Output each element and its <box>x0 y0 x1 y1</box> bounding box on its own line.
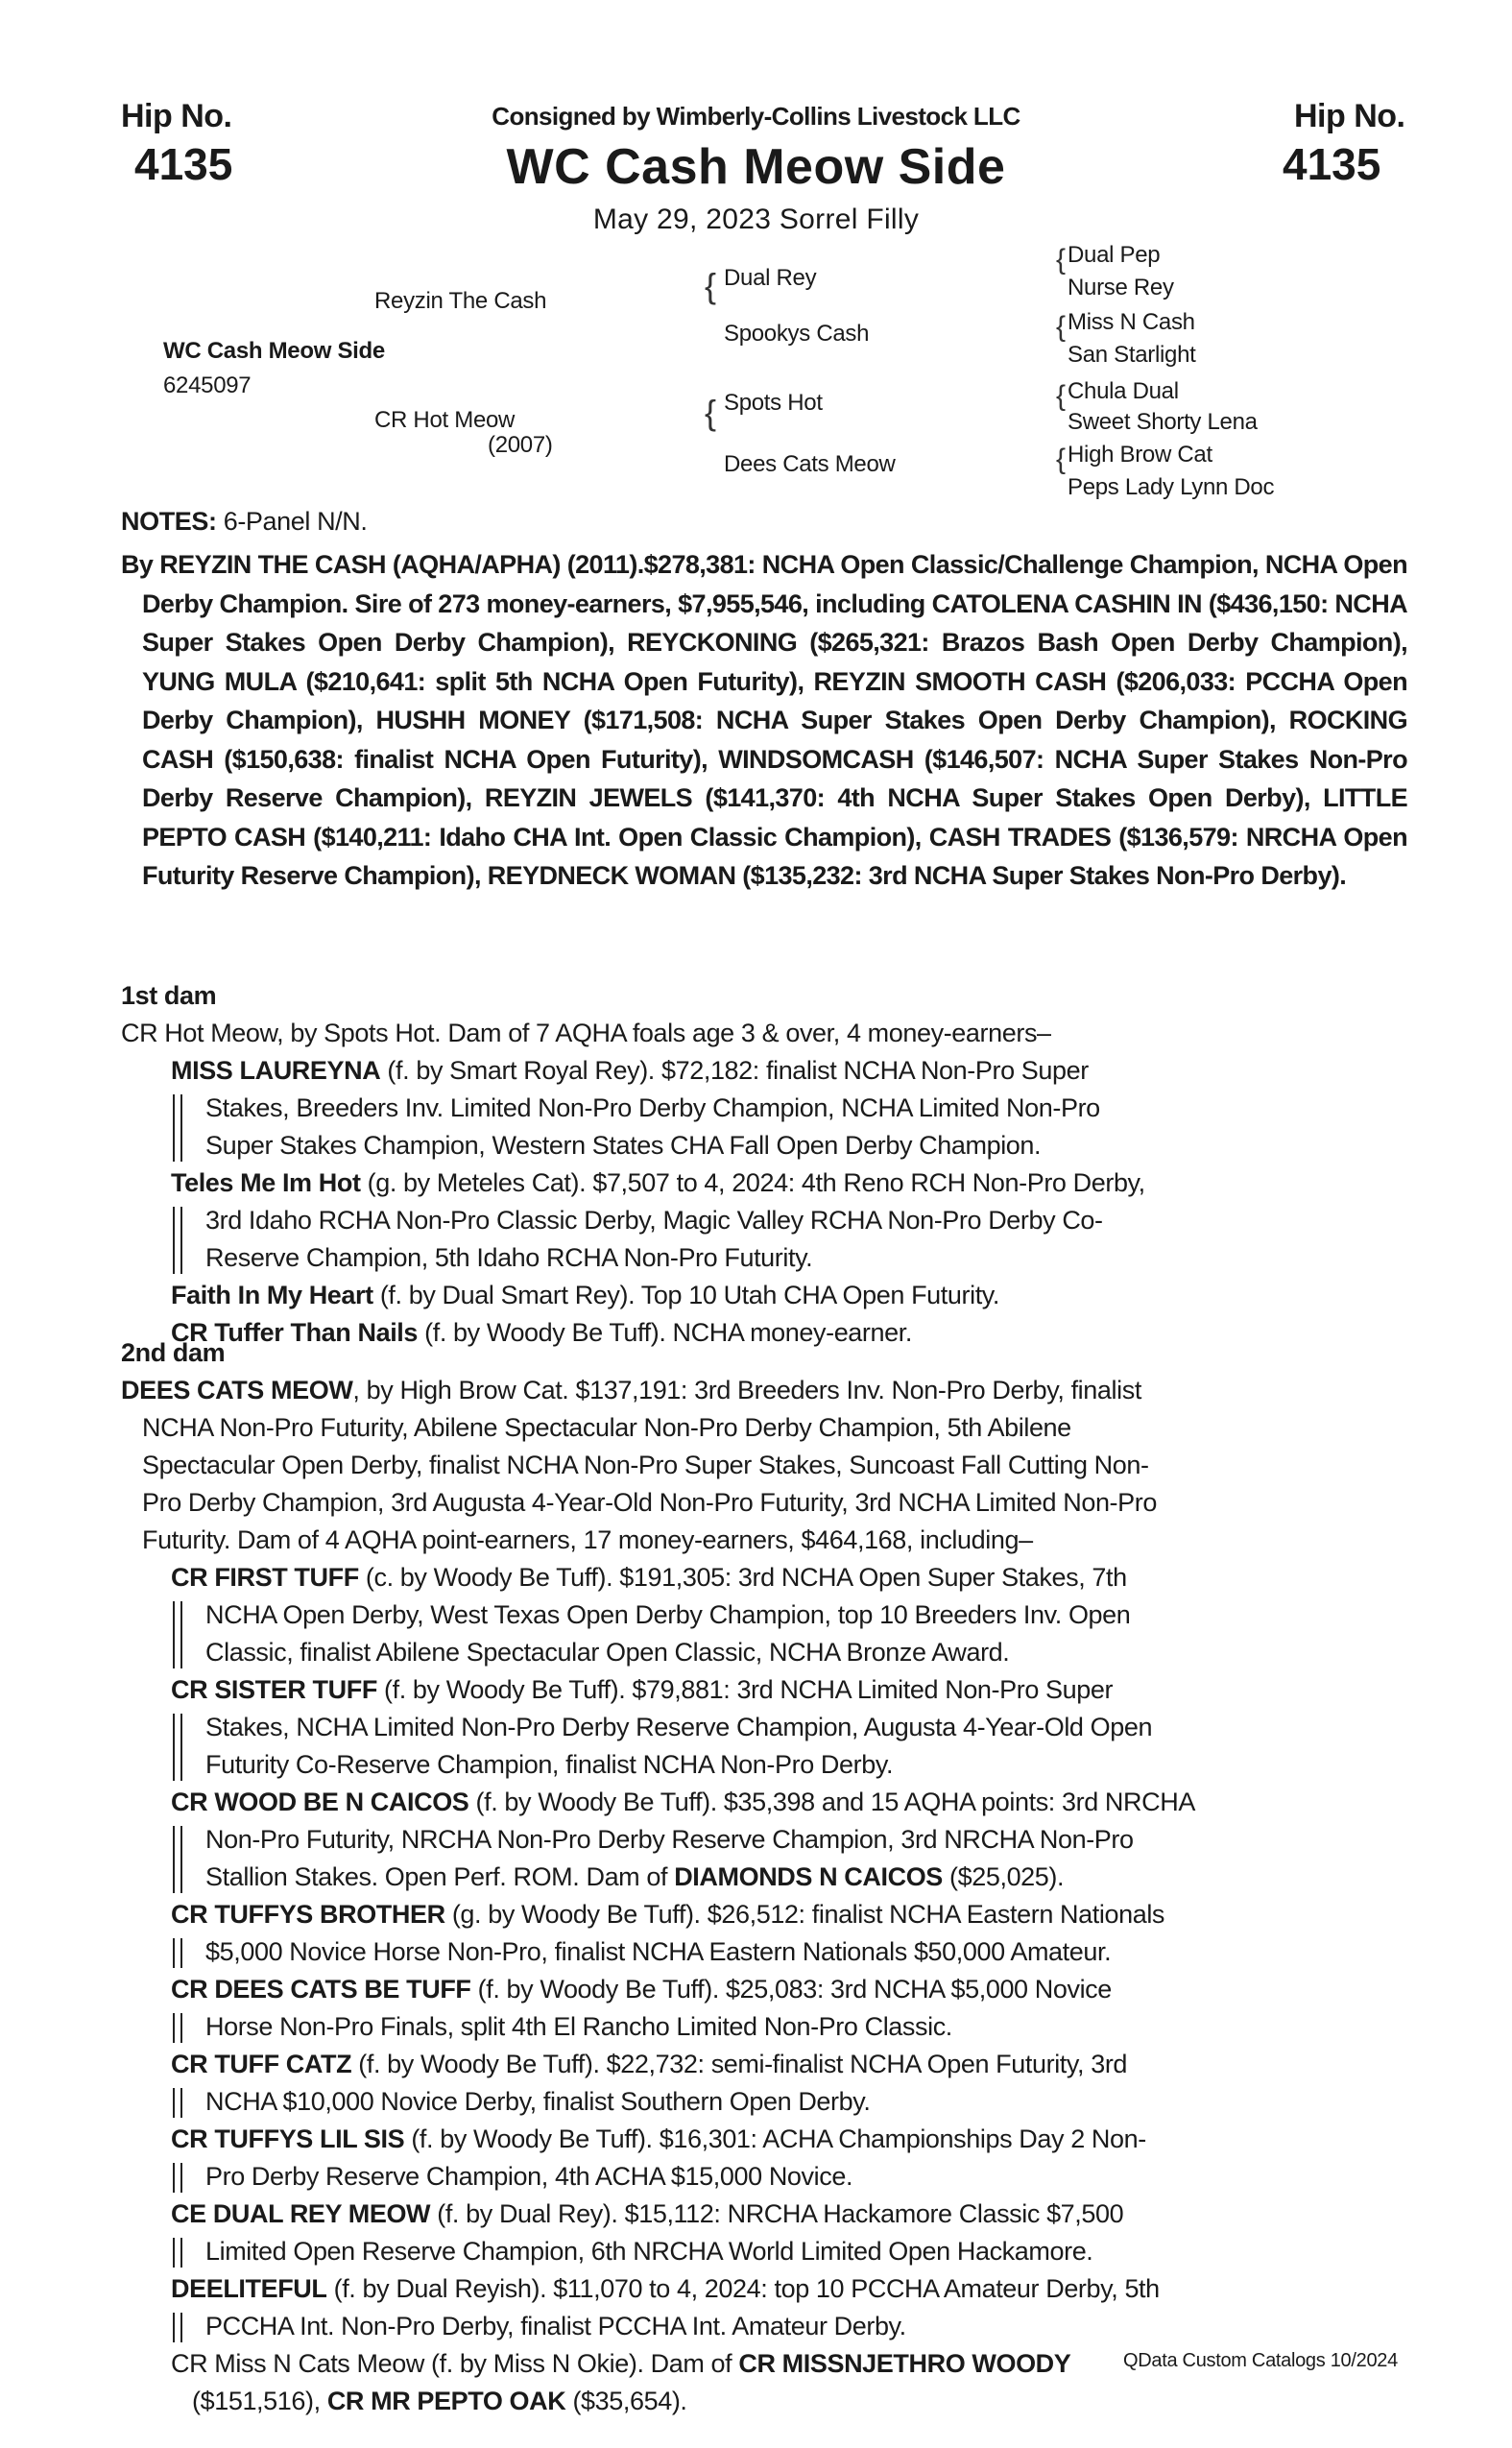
list-item: CR WOOD BE N CAICOS (f. by Woody Be Tuff). $35,398 and 15 AQHA points: 3rd NRCHA Non-Pro Futurity, NRCHA Non-Pro Derby Reserve Champion, 3rd NRCHA Non-Pro Stallion Stakes. Open Perf. ROM. Dam of DIAMONDS N CAICOS ($25,025). <box>171 1788 1195 1891</box>
horse-name-title: WC Cash Meow Side <box>506 139 1006 195</box>
produce-name: DEELITEFUL <box>171 2274 327 2303</box>
hip-number-right: 4135 <box>1283 139 1381 189</box>
brace-icon: { <box>1056 244 1067 276</box>
produce-name: TUFF CATZ <box>214 2050 352 2078</box>
indent-bar-icon <box>173 2238 182 2268</box>
indent-bar-icon <box>173 1207 182 1274</box>
list-item: MISS LAUREYNA (f. by Smart Royal Rey). $72,182: finalist NCHA Non-Pro Super Stakes, Breeders Inv. Limited Non-Pro Derby Champion, NCHA Limited Non-Pro Super Stakes Champion, Western States CHA Fall Open Derby Champion. <box>171 1056 1100 1160</box>
pedigree-ggp-4: San Starlight <box>1068 342 1196 368</box>
indent-bar-icon <box>173 2013 182 2043</box>
brace-icon: { <box>1056 380 1067 412</box>
pedigree-registration: 6245097 <box>163 372 252 398</box>
produce-name: CR Tuffer Than Nails <box>171 1318 419 1347</box>
indent-bar-icon <box>173 1601 182 1668</box>
produce-name: FIRST TUFF <box>214 1563 359 1592</box>
indent-bar-icon <box>173 1826 182 1893</box>
notes-label: NOTES: <box>121 507 217 536</box>
pedigree-ggp-1: Dual Pep <box>1068 242 1161 268</box>
first-dam-section <box>121 977 1407 1352</box>
second-dam-produce-list <box>121 1559 1407 2345</box>
notes-text: 6-Panel N/N. <box>223 507 368 536</box>
indent-bar-icon <box>173 2088 182 2118</box>
indent-bar-icon <box>173 1094 182 1162</box>
list-item: CR TUFFYS BROTHER (g. by Woody Be Tuff). $26,512: finalist NCHA Eastern Nationals $5,000 Novice Horse Non-Pro, finalist NCHA Eastern Nationals $50,000 Amateur. <box>171 1900 1165 1966</box>
hip-label-left: Hip No. <box>121 98 232 134</box>
pedigree-ggp-8: Peps Lady Lynn Doc <box>1068 474 1275 500</box>
hip-label-right: Hip No. <box>1294 98 1405 134</box>
pedigree-ggp-7: High Brow Cat <box>1068 442 1212 468</box>
second-dam-intro: DEES CATS MEOW, by High Brow Cat. $137,191: 3rd Breeders Inv. Non-Pro Derby, finalist NCHA Non-Pro Futurity, Abilene Spectacular Non-Pro Derby Champion, 5th Abilene Spectacular Open Derby, finalist NCHA Non-Pro Super Stakes, Suncoast Fall Cutting Non- Pro Derby Champion, 3rd Augusta 4-Year-Old Non-Pro Futurity, 3rd NCHA Limited Non-Pro Futurity. Dam of 4 AQHA point-earners, 17 money-earners, $464,168, including– <box>121 1376 1157 1554</box>
hip-number-left: 4135 <box>134 139 233 189</box>
list-item: CR SISTER TUFF (f. by Woody Be Tuff). $79,881: 3rd NCHA Limited Non-Pro Super Stakes, NCHA Limited Non-Pro Derby Reserve Champion, Augusta 4-Year-Old Open Futurity Co-Reserve Champion, finalist NCHA Non-Pro Derby. <box>171 1675 1153 1779</box>
sire-record <box>121 545 1407 896</box>
foaling-info: May 29, 2023 Sorrel Filly <box>592 204 920 235</box>
consignor: Consigned by Wimberly-Collins Livestock LLC <box>492 102 1020 131</box>
indent-bar-icon <box>173 1938 182 1968</box>
produce-name: TUFFYS BROTHER <box>214 1900 445 1929</box>
list-item: CR Tuffer Than Nails (f. by Woody Be Tuff). NCHA money-earner. <box>171 1318 912 1347</box>
list-item: CR TUFF CATZ (f. by Woody Be Tuff). $22,732: semi-finalist NCHA Open Futurity, 3rd NCHA $10,000 Novice Derby, finalist Southern Open Derby. <box>171 2050 1128 2116</box>
pedigree-dam: CR Hot Meow <box>374 407 516 433</box>
list-item: CR TUFFYS LIL SIS (f. by Woody Be Tuff). $16,301: ACHA Championships Day 2 Non- Pro Derby Reserve Champion, 4th ACHA $15,000 Novice. <box>171 2124 1146 2191</box>
first-dam-intro: CR Hot Meow, by Spots Hot. Dam of 7 AQHA foals age 3 & over, 4 money-earners– <box>121 1019 1051 1047</box>
pedigree-dam-year: (2007) <box>488 432 553 458</box>
produce-name: DUAL REY MEOW <box>212 2199 431 2228</box>
brace-icon: { <box>1056 311 1067 343</box>
pedigree-dam-dam: Dees Cats Meow <box>724 451 896 477</box>
notes <box>121 507 367 537</box>
second-dam-heading: 2nd dam <box>121 1338 226 1367</box>
first-dam-heading: 1st dam <box>121 981 217 1010</box>
list-item: Faith In My Heart (f. by Dual Smart Rey). Top 10 Utah CHA Open Futurity. <box>171 1281 999 1309</box>
produce-name: SISTER TUFF <box>214 1675 377 1704</box>
pedigree-ggp-6: Sweet Shorty Lena <box>1068 409 1258 435</box>
pedigree-ggp-2: Nurse Rey <box>1068 275 1174 300</box>
indent-bar-icon <box>173 1714 182 1781</box>
list-item: Teles Me Im Hot (g. by Meteles Cat). $7,507 to 4, 2024: 4th Reno RCH Non-Pro Derby, 3rd Idaho RCHA Non-Pro Classic Derby, Magic Valley RCHA Non-Pro Derby Co- Reserve Champion, 5th Idaho RCHA Non-Pro Futurity. <box>171 1168 1145 1272</box>
brace-icon: { <box>705 266 717 305</box>
list-item: CR Miss N Cats Meow (f. by Miss N Okie). Dam of CR MISSNJETHRO WOODY ($151,516), CR MR PEPTO OAK ($35,654). <box>171 2349 1071 2415</box>
list-item: CE DUAL REY MEOW (f. by Dual Rey). $15,112: NRCHA Hackamore Classic $7,500 Limited Open Reserve Champion, 6th NRCHA World Limited Open Hackamore. <box>171 2199 1124 2266</box>
produce-name: DEES CATS BE TUFF <box>214 1975 471 2004</box>
pedigree-dam-sire: Spots Hot <box>724 390 823 416</box>
indent-bar-icon <box>173 2313 182 2342</box>
list-item: DEELITEFUL (f. by Dual Reyish). $11,070 to 4, 2024: top 10 PCCHA Amateur Derby, 5th PCCHA Int. Non-Pro Derby, finalist PCCHA Int. Amateur Derby. <box>171 2274 1160 2340</box>
brace-icon: { <box>1056 444 1067 475</box>
second-dam-section <box>121 1334 1407 2420</box>
list-item: CR DEES CATS BE TUFF (f. by Woody Be Tuff). $25,083: 3rd NCHA $5,000 Novice Horse Non-Pro Finals, split 4th El Rancho Limited Non-Pro Classic. <box>171 1975 1112 2041</box>
produce-name: TUFFYS LIL SIS <box>214 2124 405 2153</box>
produce-name: Faith In My Heart <box>171 1281 373 1309</box>
brace-icon: { <box>705 393 717 432</box>
list-item: CR FIRST TUFF (c. by Woody Be Tuff). $191,305: 3rd NCHA Open Super Stakes, 7th NCHA Open Derby, West Texas Open Derby Champion, top 10 Breeders Inv. Open Classic, finalist Abilene Spectacular Open Classic, NCHA Bronze Award. <box>171 1563 1131 1667</box>
first-dam-produce-list <box>121 1052 1407 1352</box>
pedigree-sire-dam: Spookys Cash <box>724 321 870 347</box>
produce-name: MISS LAUREYNA <box>171 1056 381 1085</box>
footer-credit: QData Custom Catalogs 10/2024 <box>1123 2350 1398 2371</box>
pedigree-ggp-5: Chula Dual <box>1068 378 1179 404</box>
second-dam-name: DEES CATS MEOW <box>121 1376 353 1404</box>
produce-name: Teles Me Im Hot <box>171 1168 361 1197</box>
sire-paragraph: By REYZIN THE CASH (AQHA/APHA) (2011).$278,381: NCHA Open Classic/Challenge Champion, NCHA Open Derby Champion. Sire of 273 money-earners, $7,955,546, including CATOLENA CASHIN IN ($436,150: NCHA Super Stakes Open Derby Champion), REYCKONING ($265,321: Brazos Bash Open Derby Champion), YUNG MULA ($210,641: split 5th NCHA Open Futurity), REYZIN SMOOTH CASH ($206,033: PCCHA Open Derby Champion), HUSHH MONEY ($171,508: NCHA Super Stakes Open Derby Champion), ROCKING CASH ($150,638: finalist NCHA Open Futurity), WINDSOMCASH ($146,507: NCHA Super Stakes Non-Pro Derby Reserve Champion), REYZIN JEWELS ($141,370: 4th NCHA Super Stakes Open Derby), LITTLE PEPTO CASH ($140,211: Idaho CHA Int. Open Classic Champion), CASH TRADES ($136,579: NRCHA Open Futurity Reserve Champion), REYDNECK WOMAN ($135,232: 3rd NCHA Super Stakes Non-Pro Derby). <box>121 550 1407 890</box>
pedigree-subject: WC Cash Meow Side <box>163 338 385 364</box>
pedigree-sire-sire: Dual Rey <box>724 265 817 291</box>
indent-bar-icon <box>173 2163 182 2193</box>
pedigree-ggp-3: Miss N Cash <box>1068 309 1195 335</box>
pedigree-sire: Reyzin The Cash <box>374 288 547 314</box>
produce-name: WOOD BE N CAICOS <box>214 1788 469 1816</box>
